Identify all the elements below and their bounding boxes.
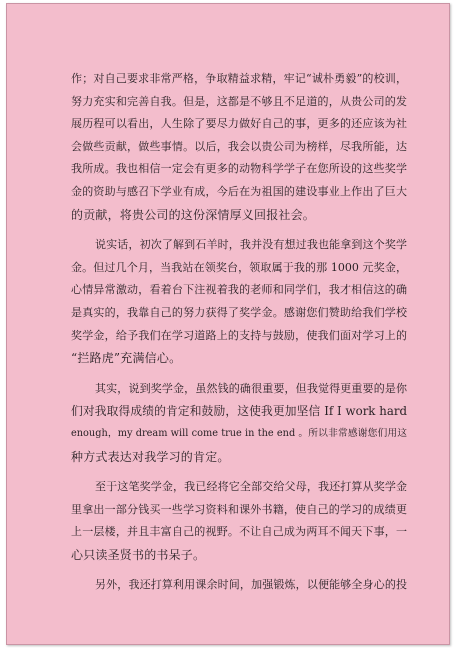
paragraph-5 [71,574,407,597]
text-line: 心只读圣贤书的书呆子。 [71,547,206,562]
paragraph-4 [71,476,407,566]
text-line: 另外，我还打算利用课余时间，加强锻炼，以便能够全身心的投 [95,578,407,592]
text-line: 们对我取得成绩的肯定和鼓励，这使我更加坚信 If I work hard [71,404,407,419]
paragraph-2 [71,234,407,370]
text-line: 我所成。我也相信一定会有更多的动物科学学子在您所设的这些奖学 [71,162,407,176]
letter-page [6,3,450,645]
text-line: 心情异常激动，看着台下注视着我的老师和同学们，我才相信这的确 [71,283,407,297]
text-line: 会做些贡献，做些事情。以后，我会以贵公司为榜样，尽我所能，达 [71,139,407,153]
letter-body [71,68,407,597]
text-line: 金的资助与感召下学业有成，今后在为祖国的建设事业上作出了巨大 [71,184,407,198]
paragraph-3 [71,378,407,468]
text-line: 作；对自己要求非常严格，争取精益求精，牢记“诚朴勇毅”的校训， [71,72,407,85]
text-line: 种方式表达对我学习的肯定。 [71,449,230,464]
text-line: 里拿出一部分钱买一些学习资料和课外书籍，使自己的学习的成绩更 [71,502,407,516]
text-line: 的贡献，将贵公司的这份深情厚义回报社会。 [71,207,316,222]
text-line: 是真实的，我靠自己的努力获得了奖学金。感谢您们赞助给我们学校 [71,305,407,319]
text-line: 说实话，初次了解到石羊时，我并没有想过我也能拿到这个奖学 [95,238,407,252]
text-line: 至于这笔奖学金，我已经将它全部交给父母，我还打算从奖学金 [95,480,407,494]
text-line: 金。但过几个月，当我站在领奖台，领取属于我的那 1000 元奖金， [71,260,407,274]
text-line: 奖学金，给予我们在学习道路上的支持与鼓励，使我们面对学习上的 [71,328,407,342]
text-line: 其实，说到奖学金，虽然钱的确很重要，但我觉得更重要的是你 [95,381,407,395]
text-line: 展历程可以看出，人生除了要尽力做好自己的事，更多的还应该为社 [71,117,407,131]
text-line: 上一层楼，并且丰富自己的视野。不让自己成为两耳不闻天下事，一 [71,525,407,539]
text-line: enough，my dream will come true in the end 。所以非常感谢您们用这 [71,427,407,439]
text-line: 努力充实和完善自我。但是，这都是不够且不足道的，从贵公司的发 [71,94,407,108]
text-line: “拦路虎”充满信心。 [71,351,182,366]
paragraph-1 [71,68,407,226]
